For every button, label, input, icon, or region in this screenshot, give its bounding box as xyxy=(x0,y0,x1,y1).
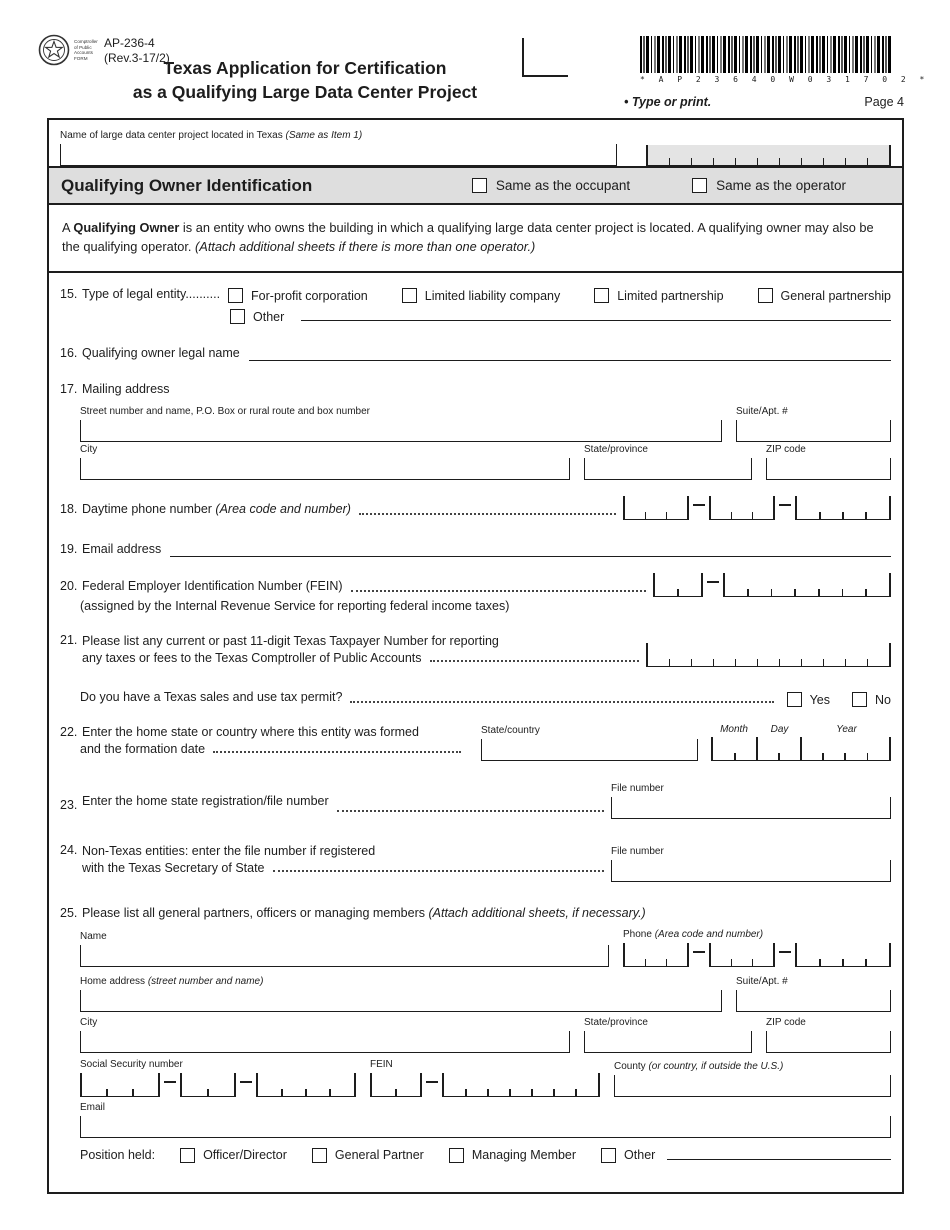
partner-ssn-fein-row xyxy=(80,1059,891,1097)
formation-state-label: State/country xyxy=(481,725,540,737)
item-19-row xyxy=(60,542,891,560)
item-15-label-text: Type of legal entity xyxy=(82,287,186,302)
item-15-dots: .......... xyxy=(185,287,221,302)
item-18-label-text: Daytime phone number xyxy=(82,502,216,517)
partner-phone-prefix-comb[interactable] xyxy=(709,943,775,967)
project-name-label xyxy=(60,130,617,142)
item-25-label xyxy=(82,906,646,924)
phone-dash xyxy=(779,504,791,506)
partner-state-input[interactable] xyxy=(584,1031,752,1053)
item-19-label: Email address xyxy=(82,542,162,557)
item-24-line2: with the Texas Secretary of State xyxy=(82,861,265,875)
item-16-number: 16. xyxy=(60,346,78,361)
same-as-occupant-label: Same as the occupant xyxy=(495,178,631,193)
item-18-number: 18. xyxy=(60,502,78,517)
ssn-serial-comb[interactable] xyxy=(256,1073,356,1097)
item-22-number: 22. xyxy=(60,725,78,740)
partner-email-row xyxy=(80,1102,891,1138)
form-number: AP-236-4 xyxy=(104,36,155,50)
partner-phone-line-comb[interactable] xyxy=(795,943,891,967)
item-16-row xyxy=(60,346,891,364)
partner-home-address-input[interactable] xyxy=(80,990,722,1012)
item-24-row xyxy=(60,843,891,882)
partner-zip-label: ZIP code xyxy=(766,1016,806,1028)
item-18-label xyxy=(82,502,351,520)
fein-number-comb[interactable] xyxy=(723,573,891,597)
partner-suite-label: Suite/Apt. # xyxy=(736,975,788,987)
entity-llc-label: Limited liability company xyxy=(424,288,561,303)
mailing-address-street-row xyxy=(80,406,891,442)
entity-other-checkbox[interactable] xyxy=(230,309,245,324)
home-address-label-text: Home address xyxy=(80,975,148,987)
phone-prefix-comb[interactable] xyxy=(709,496,775,520)
project-name-input[interactable] xyxy=(60,144,617,166)
comptroller-seal-icon xyxy=(38,34,70,66)
fein-dash xyxy=(426,1081,438,1083)
project-name-label-note: (Same as Item 1) xyxy=(285,130,363,141)
mailing-street-input[interactable] xyxy=(80,420,722,442)
item-18-row xyxy=(60,496,891,520)
project-name-label-text: Name of large data center project located in Texas xyxy=(60,130,286,141)
entity-forprofit-label: For-profit corporation xyxy=(251,288,368,303)
position-managing-member-checkbox[interactable] xyxy=(449,1148,464,1163)
partner-name-row xyxy=(80,929,891,967)
county-label-text: County xyxy=(614,1060,649,1072)
position-general-partner-label: General Partner xyxy=(334,1148,424,1163)
item-25-number: 25. xyxy=(60,905,78,920)
day-label: Day xyxy=(770,724,789,736)
item-20-note: (assigned by the Internal Revenue Service for reporting federal income taxes) xyxy=(80,599,510,614)
item-24-number: 24. xyxy=(60,843,78,858)
item-21-row xyxy=(60,633,891,667)
formation-date-labels xyxy=(711,724,891,735)
intro-italic-note: (Attach additional sheets if there is more than one operator.) xyxy=(195,239,536,255)
mailing-suite-input[interactable] xyxy=(736,420,891,442)
dot-leader xyxy=(213,751,461,753)
position-other-label: Other xyxy=(624,1148,656,1163)
item-23-number: 23. xyxy=(60,798,78,813)
item-20-number: 20. xyxy=(60,579,78,594)
position-held-row xyxy=(80,1148,891,1163)
intro-text: A xyxy=(62,220,74,235)
position-held-label: Position held: xyxy=(80,1148,156,1163)
year-label: Year xyxy=(836,724,857,736)
mailing-zip-input[interactable] xyxy=(766,458,891,480)
partner-phone-label-note: (Area code and number) xyxy=(654,928,764,940)
mailing-address-city-row xyxy=(80,444,891,480)
state-label: State/province xyxy=(584,444,648,456)
phone-line-comb[interactable] xyxy=(795,496,891,520)
alignment-corner-mark xyxy=(522,38,568,77)
item-17-row xyxy=(60,382,891,400)
entity-general-partnership-label: General partnership xyxy=(780,288,891,303)
formation-state-input[interactable] xyxy=(481,739,698,761)
partner-home-address-row xyxy=(80,976,891,1012)
item-23-row xyxy=(60,783,891,819)
item-22-row xyxy=(60,724,891,761)
position-officer-label: Officer/Director xyxy=(203,1148,287,1163)
partner-fein-number-comb[interactable] xyxy=(442,1073,600,1097)
intro-bold-term: Qualifying Owner xyxy=(73,220,180,235)
mailing-city-input[interactable] xyxy=(80,458,570,480)
item-25-label-note: (Attach additional sheets, if necessary.) xyxy=(428,905,646,920)
partner-ssn-label: Social Security number xyxy=(80,1058,183,1070)
partner-state-label: State/province xyxy=(584,1016,648,1028)
partner-home-address-label xyxy=(80,976,722,988)
street-label: Street number and name, P.O. Box or rural route and box number xyxy=(80,406,370,418)
partner-name-label: Name xyxy=(80,930,107,942)
file-number-label: File number xyxy=(611,783,664,795)
same-as-occupant-checkbox[interactable] xyxy=(472,178,487,193)
agency-line: of Public xyxy=(74,44,92,50)
home-address-label-note: (street number and name) xyxy=(147,975,264,987)
formation-date-comb[interactable] xyxy=(711,737,891,761)
entity-limited-partnership-checkbox[interactable] xyxy=(594,288,609,303)
phone-dash xyxy=(693,504,705,506)
barcode xyxy=(640,36,893,73)
suite-label: Suite/Apt. # xyxy=(736,406,788,418)
item-15-label xyxy=(82,287,220,305)
permit-yes-label: Yes xyxy=(809,692,831,707)
position-other-checkbox[interactable] xyxy=(601,1148,616,1163)
county-label-note: (or country, if outside the U.S.) xyxy=(648,1060,784,1072)
partner-city-label: City xyxy=(80,1016,98,1028)
entity-llc-checkbox[interactable] xyxy=(402,288,417,303)
item-21-number: 21. xyxy=(60,633,78,648)
project-name-comb-field[interactable] xyxy=(646,145,891,166)
project-name-row xyxy=(49,120,902,166)
section-title: Qualifying Owner Identification xyxy=(61,175,313,195)
entity-other-label: Other xyxy=(253,309,285,324)
dot-leader xyxy=(359,513,616,515)
ssn-dash xyxy=(240,1081,252,1083)
item-15-row xyxy=(60,287,891,305)
dot-leader xyxy=(430,660,639,662)
position-officer-checkbox[interactable] xyxy=(180,1148,195,1163)
dot-leader xyxy=(273,870,604,872)
dot-leader xyxy=(351,590,646,592)
partner-name-input[interactable] xyxy=(80,945,609,967)
form-title-line1: Texas Application for Certification xyxy=(163,58,447,78)
partner-email-label: Email xyxy=(80,1101,106,1113)
permit-yes-checkbox[interactable] xyxy=(787,692,802,707)
mailing-state-input[interactable] xyxy=(584,458,752,480)
item-22-line1: Enter the home state or country where this entity was formed xyxy=(82,725,419,740)
item-15-number: 15. xyxy=(60,287,78,302)
form-title xyxy=(95,57,515,104)
same-as-operator-checkbox[interactable] xyxy=(692,178,707,193)
dot-leader xyxy=(337,810,604,812)
phone-area-code-comb[interactable] xyxy=(623,496,689,520)
item-20-label: Federal Employer Identification Number (FEIN) xyxy=(82,579,343,594)
item-15-other-row xyxy=(230,309,891,324)
page-number: Page 4 xyxy=(864,95,904,109)
entity-forprofit-checkbox[interactable] xyxy=(228,288,243,303)
item-25-row xyxy=(60,906,891,924)
ssn-area-comb[interactable] xyxy=(80,1073,160,1097)
sales-tax-permit-row xyxy=(80,690,891,708)
barcode-text: * A P 2 3 6 4 0 W 0 3 1 7 0 2 * xyxy=(640,75,929,84)
item-23-label: Enter the home state registration/file number xyxy=(82,794,329,809)
month-label: Month xyxy=(720,724,748,736)
partner-phone-area-comb[interactable] xyxy=(623,943,689,967)
home-state-file-number-input[interactable] xyxy=(611,797,891,819)
position-other-input[interactable] xyxy=(667,1159,891,1160)
email-address-input[interactable] xyxy=(170,556,891,557)
permit-no-checkbox[interactable] xyxy=(852,692,867,707)
form-title-line2: as a Qualifying Large Data Center Project xyxy=(132,81,478,102)
partner-county-input[interactable] xyxy=(614,1075,891,1097)
item-16-label: Qualifying owner legal name xyxy=(82,346,240,361)
agency-line: Comptroller xyxy=(74,39,98,44)
item-18-label-note: (Area code and number) xyxy=(215,502,351,517)
position-general-partner-checkbox[interactable] xyxy=(312,1148,327,1163)
item-21-line1: Please list any current or past 11-digit Texas Taxpayer Number for reporting xyxy=(82,634,499,649)
fein-prefix-comb[interactable] xyxy=(653,573,703,597)
item-20-row xyxy=(60,573,891,597)
partner-phone-label xyxy=(623,929,891,941)
zip-label: ZIP code xyxy=(766,444,806,456)
position-managing-member-label: Managing Member xyxy=(471,1148,577,1163)
same-as-operator-label: Same as the operator xyxy=(716,178,846,193)
intro-text: is an entity who owns the building in which a qualifying large data center project is located. A qualifying owner may also be the qualifying operator. xyxy=(62,220,874,255)
item-19-number: 19. xyxy=(60,542,78,557)
owner-section-header xyxy=(49,166,902,205)
dot-leader xyxy=(350,701,773,703)
ssn-dash xyxy=(164,1081,176,1083)
permit-no-label: No xyxy=(875,692,891,707)
form-revision: (Rev.3-17/2) xyxy=(104,51,170,65)
entity-other-input[interactable] xyxy=(301,320,891,321)
phone-dash xyxy=(779,951,791,953)
partner-phone-label-text: Phone xyxy=(623,928,655,940)
form-body xyxy=(47,118,904,1194)
permit-question: Do you have a Texas sales and use tax permit? xyxy=(80,690,343,705)
owner-legal-name-input[interactable] xyxy=(249,360,891,361)
partner-fein-prefix-comb[interactable] xyxy=(370,1073,422,1097)
item-24-line1: Non-Texas entities: enter the file number if registered xyxy=(82,844,376,859)
entity-limited-partnership-label: Limited partnership xyxy=(617,288,724,303)
partner-county-label xyxy=(614,1061,891,1073)
item-25-label-text: Please list all general partners, officers or managing members xyxy=(82,905,429,920)
item-21-line2: any taxes or fees to the Texas Comptroller of Public Accounts xyxy=(82,651,422,666)
file-number-label: File number xyxy=(611,845,664,857)
partner-city-row xyxy=(80,1017,891,1053)
taxpayer-number-comb[interactable] xyxy=(646,643,891,667)
partner-email-input[interactable] xyxy=(80,1116,891,1138)
item-17-label: Mailing address xyxy=(82,382,170,397)
owner-section-intro xyxy=(49,205,902,273)
entity-general-partnership-checkbox[interactable] xyxy=(758,288,773,303)
agency-line: FORM xyxy=(74,56,88,62)
fein-dash xyxy=(707,581,719,583)
phone-dash xyxy=(693,951,705,953)
type-or-print-note: • Type or print. xyxy=(624,95,712,109)
barcode-block xyxy=(640,36,929,84)
item-22-line2: and the formation date xyxy=(80,742,206,757)
partner-city-input[interactable] xyxy=(80,1031,570,1053)
city-label: City xyxy=(80,444,98,456)
sos-file-number-input[interactable] xyxy=(611,860,891,882)
agency-line: Accounts xyxy=(74,50,93,56)
item-17-number: 17. xyxy=(60,382,78,397)
partner-zip-input[interactable] xyxy=(766,1031,891,1053)
partner-suite-input[interactable] xyxy=(736,990,891,1012)
partner-fein-label: FEIN xyxy=(370,1058,393,1070)
ssn-group-comb[interactable] xyxy=(180,1073,236,1097)
